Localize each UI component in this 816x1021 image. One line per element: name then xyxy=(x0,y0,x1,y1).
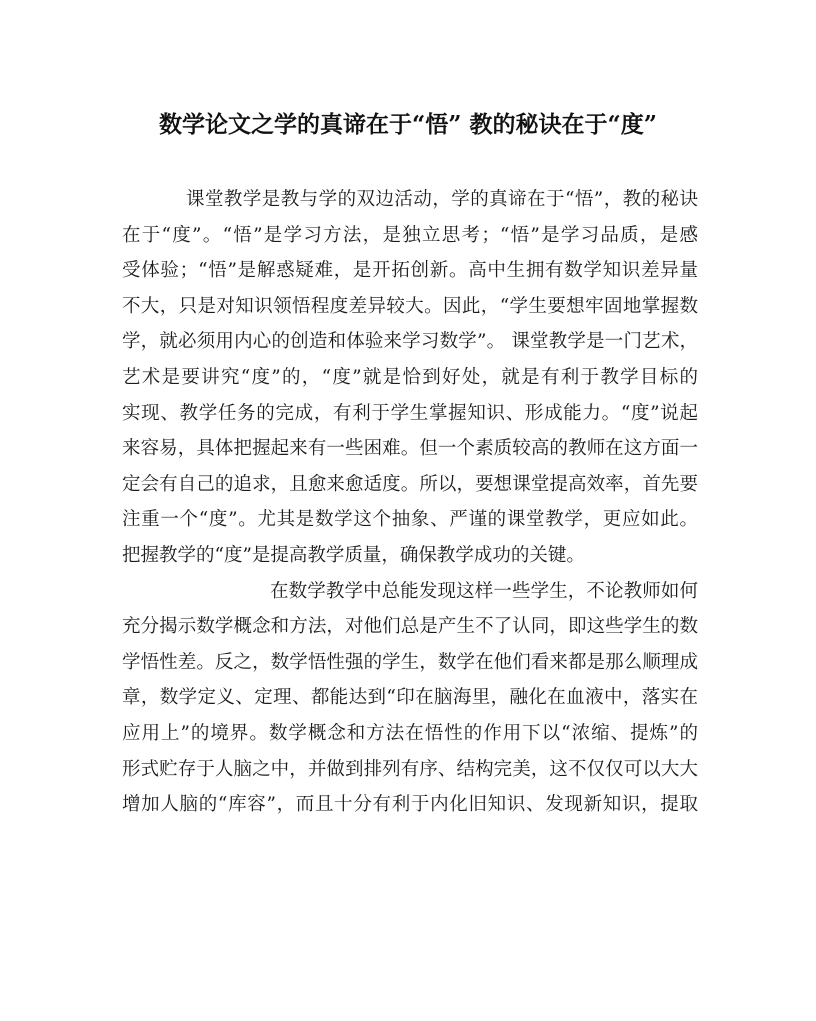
text-line: 在于“度”。“悟”是学习方法，是独立思考；“悟”是学习品质，是感 xyxy=(122,224,698,246)
text-line: 增加人脑的“库容”，而且十分有利于内化旧知识、发现新知识，提取 xyxy=(122,794,698,816)
text-line: 章，数学定义、定理、都能达到“印在脑海里，融化在血液中，落实在 xyxy=(122,687,698,709)
text-line: 不大，只是对知识领悟程度差异较大。因此，“学生要想牢固地掌握数 xyxy=(122,295,698,317)
text-line: 充分揭示数学概念和方法，对他们总是产生不了认同，即这些学生的数 xyxy=(122,616,698,638)
text-line: 定会有自己的追求，且愈来愈适度。所以，要想课堂提高效率，首先要 xyxy=(122,473,698,495)
text-line: 学悟性差。反之，数学悟性强的学生，数学在他们看来都是那么顺理成 xyxy=(122,651,698,673)
text-line: 课堂教学是教与学的双边活动，学的真谛在于“悟”，教的秘诀 xyxy=(186,189,698,210)
text-line: 来容易，具体把握起来有一些困难。但一个素质较高的教师在这方面一 xyxy=(122,438,698,460)
text-line: 受体验；“悟”是解惑疑难，是开拓创新。高中生拥有数学知识差异量 xyxy=(122,260,698,282)
text-line: 把握教学的“度”是提高教学质量，确保教学成功的关键。 xyxy=(122,544,585,566)
text-line: 注重一个“度”。尤其是数学这个抽象、严谨的课堂教学，更应如此。 xyxy=(122,509,698,531)
text-line: 形式贮存于人脑之中，并做到排列有序、结构完美，这不仅仅可以大大 xyxy=(122,758,698,780)
text-line: 实现、教学任务的完成，有利于学生掌握知识、形成能力。“度”说起 xyxy=(122,402,698,424)
text-line: 在数学教学中总能发现这样一些学生，不论教师如何 xyxy=(270,580,698,602)
text-line: 艺术是要讲究“度”的，“度”就是恰到好处，就是有利于教学目标的 xyxy=(122,366,698,388)
document-body xyxy=(122,182,698,823)
text-line: 应用上”的境界。数学概念和方法在悟性的作用下以“浓缩、提炼”的 xyxy=(122,722,698,744)
text-line: 学，就必须用内心的创造和体验来学习数学”。 课堂教学是一门艺术， xyxy=(122,331,698,353)
document-title: 数学论文之学的真谛在于“悟” 教的秘诀在于“度” xyxy=(159,111,657,138)
